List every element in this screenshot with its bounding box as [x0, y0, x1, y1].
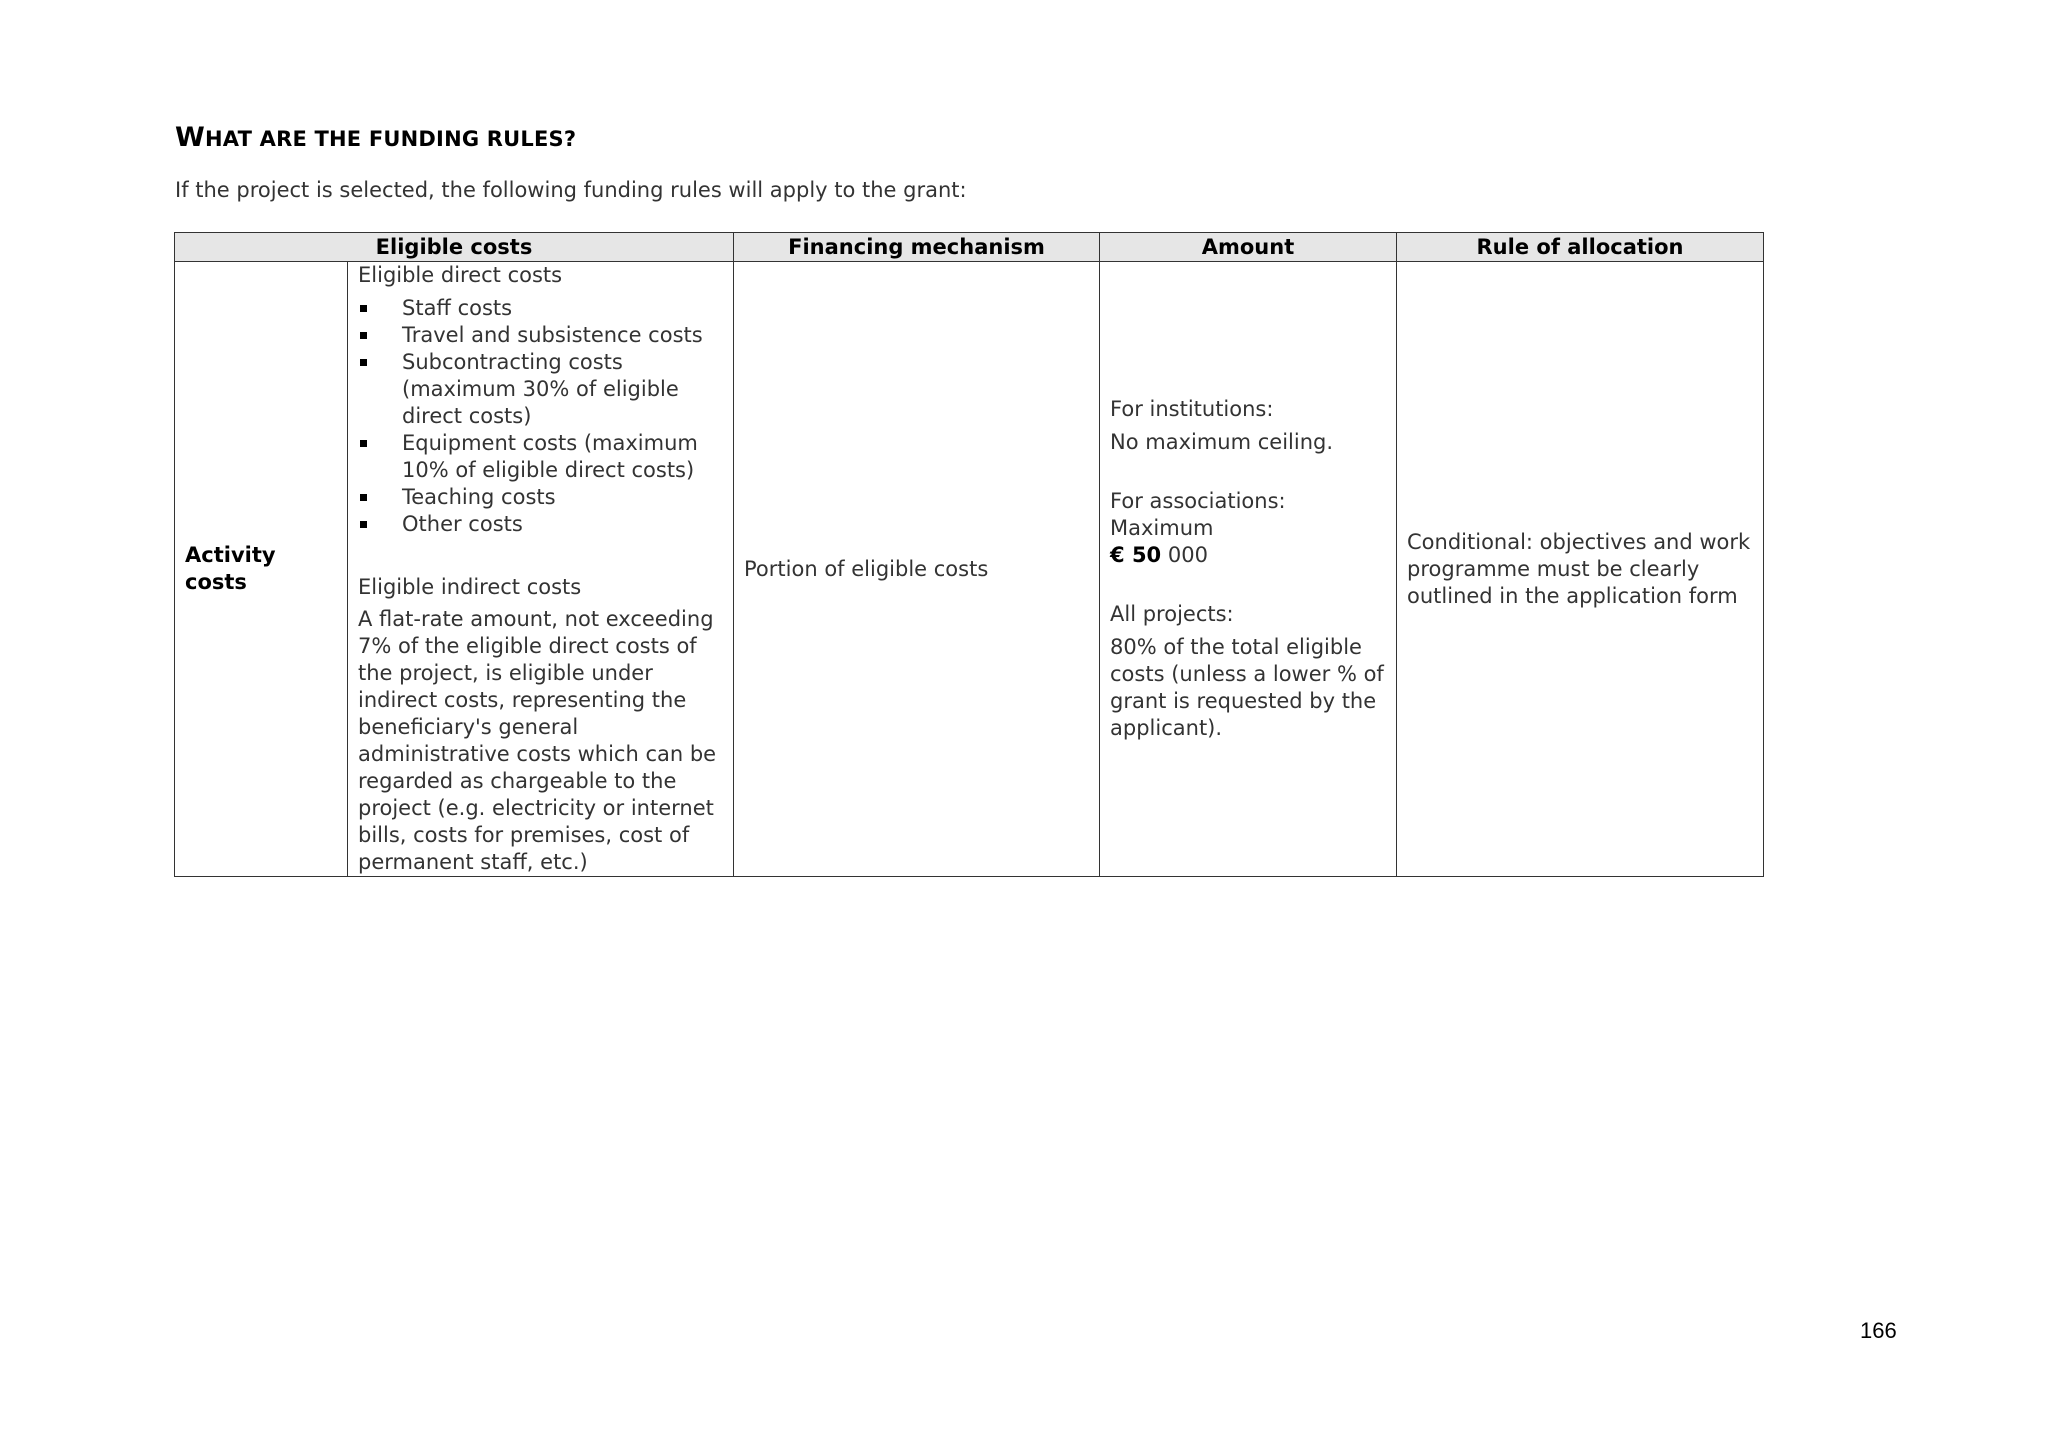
header-eligible-costs: Eligible costs: [175, 233, 734, 262]
table-header-row: [175, 233, 1764, 262]
section-heading: WHAT ARE THE FUNDING RULES?: [175, 122, 577, 153]
bullet-icon: [360, 359, 367, 366]
amount-cell: [1100, 262, 1397, 877]
associations-value: € 50 000: [1110, 543, 1208, 567]
list-item: Travel and subsistence costs: [358, 322, 723, 349]
all-projects-label: All projects:: [1110, 602, 1234, 626]
intro-text: If the project is selected, the following funding rules will apply to the grant:: [175, 178, 967, 202]
list-item: Other costs: [358, 511, 723, 538]
bullet-icon: [360, 332, 367, 339]
all-projects-value: 80% of the total eligible costs (unless a lower % of grant is requested by the applicant).: [1110, 635, 1384, 740]
list-item: Teaching costs: [358, 484, 723, 511]
category-cell: Activity costs: [175, 262, 348, 877]
eligible-costs-cell: [348, 262, 734, 877]
bullet-icon: [360, 305, 367, 312]
rule-of-allocation-cell: Conditional: objectives and work programme must be clearly outlined in the application form: [1397, 262, 1764, 877]
funding-rules-table: [174, 232, 1764, 877]
header-rule-of-allocation: Rule of allocation: [1397, 233, 1764, 262]
direct-costs-title: Eligible direct costs: [358, 263, 563, 287]
direct-costs-list: [358, 295, 723, 538]
header-amount: Amount: [1100, 233, 1397, 262]
header-financing-mechanism: Financing mechanism: [734, 233, 1100, 262]
indirect-costs-text: A flat-rate amount, not exceeding 7% of the eligible direct costs of the project, is eligible under indirect costs, representing the beneficiary's general administrative costs which can be regarded as chargeable to the project (e.g. electricity or internet bills, costs for premises, cost of permanent staff, etc.): [358, 607, 717, 874]
list-item: Equipment costs (maximum 10% of eligible direct costs): [358, 430, 723, 484]
page-number: 166: [1860, 1318, 1897, 1343]
institutions-value: No maximum ceiling.: [1110, 430, 1334, 454]
bullet-icon: [360, 440, 367, 447]
bullet-icon: [360, 494, 367, 501]
table-row: [175, 262, 1764, 877]
bullet-icon: [360, 521, 367, 528]
financing-mechanism-cell: Portion of eligible costs: [734, 262, 1100, 877]
list-item: Subcontracting costs (maximum 30% of eligible direct costs): [358, 349, 723, 430]
indirect-costs-title: Eligible indirect costs: [358, 575, 582, 599]
list-item: Staff costs: [358, 295, 723, 322]
institutions-label: For institutions:: [1110, 397, 1274, 421]
associations-label: For associations: Maximum: [1110, 489, 1286, 540]
